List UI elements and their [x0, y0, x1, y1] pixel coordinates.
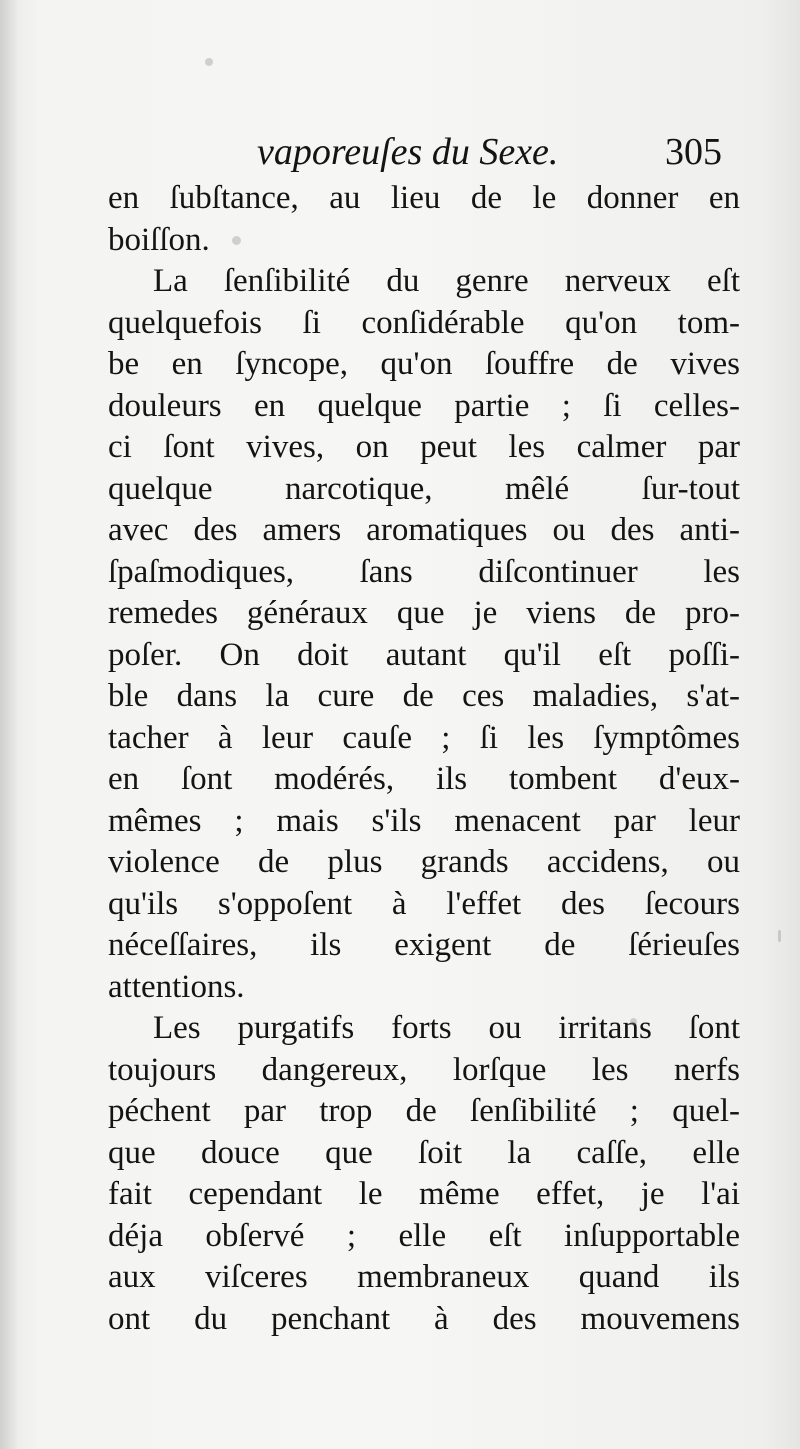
text-line: quelque narcotique, mêlé ſur-tout: [108, 470, 740, 507]
text-line: ſpaſmodiques, ſans diſcontinuer les: [108, 553, 740, 590]
paper-speck: [232, 236, 241, 245]
paragraph-start-line: La ſenſibilité du genre nerveux eſt: [153, 263, 740, 299]
text-line: attentions.: [108, 968, 245, 1005]
text-line: douleurs en quelque partie ; ſi celles-: [108, 387, 740, 424]
text-line: en ſubſtance, au lieu de le donner en: [108, 180, 740, 216]
paper-speck: [778, 930, 781, 942]
text-line: aux viſceres membraneux quand ils: [108, 1259, 740, 1295]
text-line: péchent par trop de ſenſibilité ; quel-: [108, 1093, 740, 1129]
text-line: violence de plus grands accidens, ou: [108, 844, 740, 880]
text-line: ci ſont vives, on peut les calmer par: [108, 429, 740, 465]
text-line: ont du penchant à des mouvemens: [108, 1300, 740, 1337]
text-line: qu'ils s'oppoſent à l'effet des ſecours: [108, 885, 740, 922]
text-line: be en ſyncope, qu'on ſouffre de vives: [108, 346, 740, 382]
text-line: fait cependant le même effet, je l'ai: [108, 1176, 740, 1212]
text-line: en ſont modérés, ils tombent d'eux-: [108, 761, 740, 797]
paper-speck: [205, 58, 213, 66]
body-text: [108, 178, 740, 1340]
text-line: néceſſaires, ils exigent de ſérieuſes: [108, 927, 740, 963]
running-title: vaporeuſes du Sexe.: [257, 131, 559, 173]
text-line: mêmes ; mais s'ils menacent par leur: [108, 802, 740, 839]
page-number: 305: [665, 131, 722, 173]
text-line: toujours dangereux, lorſque les nerfs: [108, 1051, 740, 1088]
text-line: poſer. On doit autant qu'il eſt poſſi-: [108, 636, 740, 673]
text-line: boiſſon.: [108, 221, 210, 258]
text-line: tacher à leur cauſe ; ſi les ſymptômes: [108, 719, 740, 756]
text-line: ble dans la cure de ces maladies, s'at-: [108, 678, 740, 714]
running-head: [105, 124, 745, 180]
text-line: déja obſervé ; elle eſt inſupportable: [108, 1217, 740, 1254]
text-line: avec des amers aromatiques ou des anti-: [108, 512, 740, 548]
paragraph-start-line: Les purgatifs forts ou irritans ſont: [153, 1010, 740, 1046]
text-line: quelquefois ſi conſidérable qu'on tom-: [108, 304, 740, 341]
page-gutter: [0, 0, 18, 1449]
text-line: remedes généraux que je viens de pro-: [108, 595, 740, 631]
text-line: que douce que ſoit la caſſe, elle: [108, 1134, 740, 1171]
paper-speck: [630, 1018, 637, 1025]
